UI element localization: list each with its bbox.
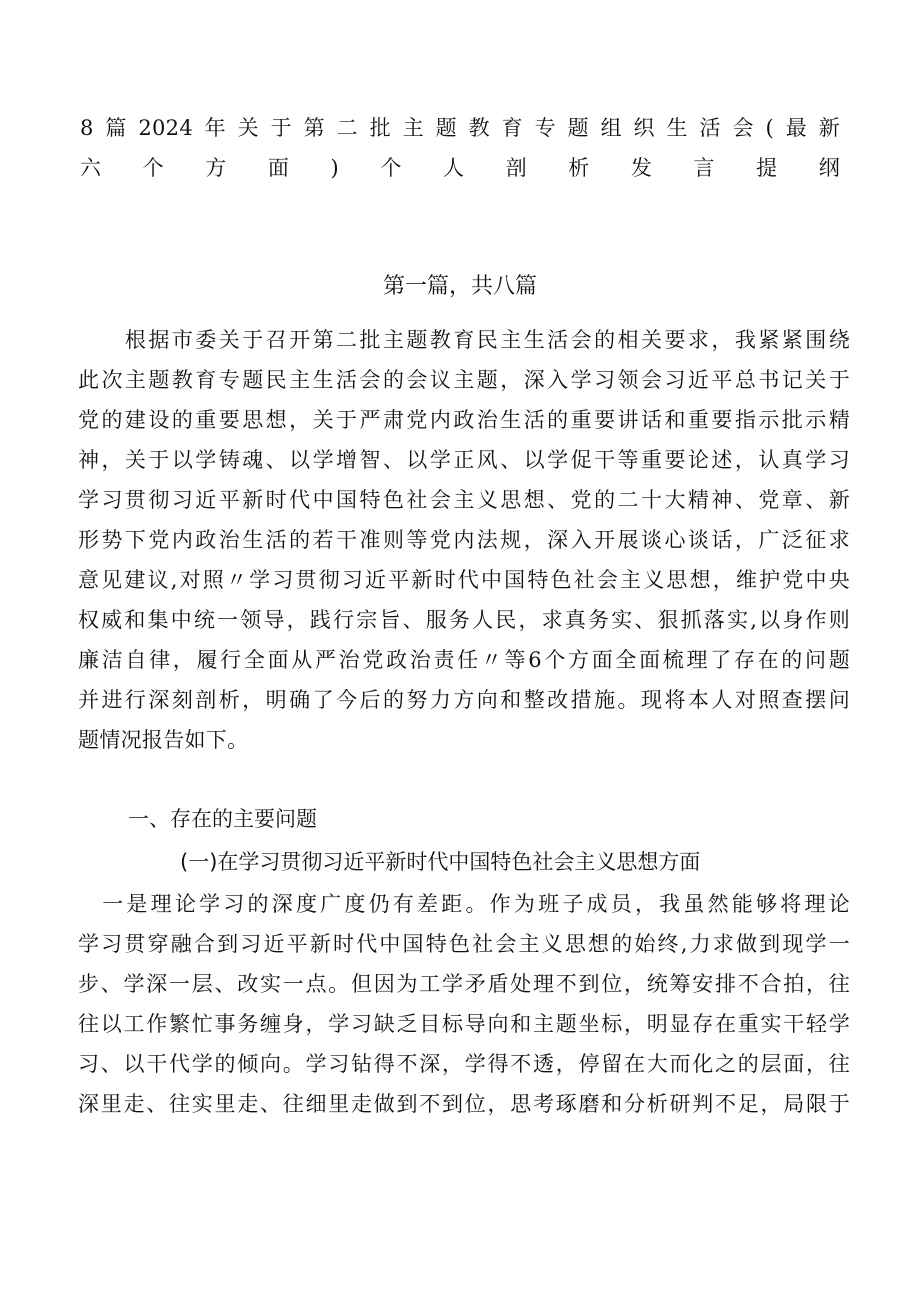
document-title — [80, 108, 840, 188]
paragraph-line: 题情况报告如下。 — [78, 728, 249, 752]
title-line: 六个方面)个人剖析发言提纲 — [80, 156, 840, 180]
problem-paragraph — [78, 884, 850, 1124]
title-line: 8篇2024年关于第二批主题教育专题组织生活会(最新 — [80, 116, 840, 140]
paragraph-line: 形势下党内政治生活的若干准则等党内法规，深入开展谈心谈话，广泛征求 — [78, 528, 850, 552]
paragraph-line: 并进行深刻剖析，明确了今后的努力方向和整改措施。现将本人对照查摆问 — [78, 688, 850, 712]
paragraph-line: 步、学深一层、改实一点。但因为工学矛盾处理不到位，统筹安排不合拍，往 — [78, 972, 850, 996]
paragraph-line: 此次主题教育专题民主生活会的会议主题，深入学习领会习近平总书记关于 — [78, 368, 850, 392]
paragraph-line: 深里走、往实里走、往细里走做到不到位，思考琢磨和分析研判不足，局限于 — [78, 1092, 850, 1116]
paragraph-line: 往以工作繁忙事务缠身，学习缺乏目标导向和主题坐标，明显存在重实干轻学 — [78, 1012, 850, 1036]
heading-level-2: (一)在学习贯彻习近平新时代中国特色社会主义思想方面 — [180, 850, 701, 874]
paragraph-line: 学习贯穿融合到习近平新时代中国特色社会主义思想的始终,力求做到现学一 — [78, 932, 850, 956]
paragraph-line: 一是理论学习的深度广度仍有差距。作为班子成员，我虽然能够将理论 — [78, 892, 850, 916]
intro-paragraph — [78, 320, 850, 760]
section-heading: 第一篇，共八篇 — [382, 274, 537, 299]
paragraph-line: 习、以干代学的倾向。学习钻得不深，学得不透，停留在大而化之的层面，往 — [78, 1052, 850, 1076]
paragraph-line: 权威和集中统一领导，践行宗旨、服务人民，求真务实、狠抓落实,以身作则 — [78, 608, 850, 632]
paragraph-line: 党的建设的重要思想，关于严肃党内政治生活的重要讲话和重要指示批示精 — [78, 408, 850, 432]
paragraph-line: 神，关于以学铸魂、以学增智、以学正风、以学促干等重要论述，认真学习 — [78, 448, 850, 472]
paragraph-line: 根据市委关于召开第二批主题教育民主生活会的相关要求，我紧紧围绕 — [78, 328, 850, 352]
paragraph-line: 廉洁自律，履行全面从严治党政治责任〃等6个方面全面梳理了存在的问题 — [78, 648, 850, 672]
heading-level-1: 一、存在的主要问题 — [128, 807, 317, 831]
paragraph-line: 意见建议,对照〃学习贯彻习近平新时代中国特色社会主义思想，维护党中央 — [78, 568, 850, 592]
paragraph-line: 学习贯彻习近平新时代中国特色社会主义思想、党的二十大精神、党章、新 — [78, 488, 850, 512]
